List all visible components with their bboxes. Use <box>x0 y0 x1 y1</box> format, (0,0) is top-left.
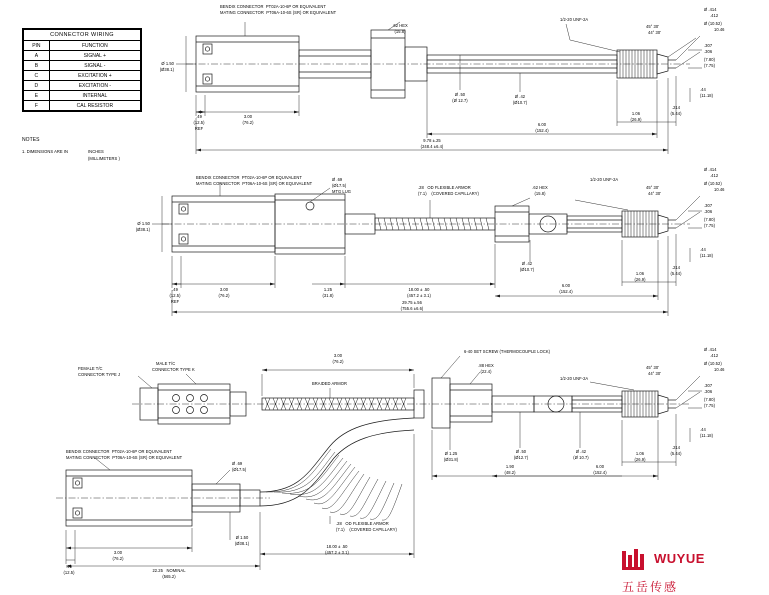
view2-connector-note-1: BENDIX CONNECTOR PT02A-10-6P OR EQUIVALENT <box>196 175 302 180</box>
view2-dia414-1: Ø .414 <box>704 167 717 172</box>
view4-dim2225-2: (565.2) <box>162 574 176 579</box>
view1-angle-1: 45° 30' <box>646 24 660 29</box>
view2-armor-note-1: .28 OD FLEXIBLE ARMOR <box>418 185 471 190</box>
view3-dim44-1: .44 <box>700 427 706 432</box>
view2-dim786-2: (7.75) <box>704 223 715 228</box>
view1-dim786-1: (7.80) <box>704 57 715 62</box>
view4-dim49-2: (12.5) <box>63 570 75 575</box>
view2-angle-1: 45° 30' <box>646 185 660 190</box>
view3-dia42-2: (Ø 10.7) <box>573 455 589 460</box>
view3-female-tc-1: FEMALE T/C <box>78 366 103 371</box>
view2-dim600-1: 6.00 <box>561 283 571 288</box>
view3-dim214-2: (5.44) <box>670 451 682 456</box>
view2-dim600-2: (152.4) <box>559 289 573 294</box>
view1-dim786-2: (7.75) <box>704 63 715 68</box>
view1-dia-body-2: (Ø38.1) <box>159 67 174 72</box>
view4-lug-label-2: (Ø17.5) <box>232 467 247 472</box>
wiring-header-function: FUNCTION <box>49 41 140 51</box>
notes-line-3: (MILLIMETERS ) <box>88 156 120 161</box>
view2-connector-note-2: MATING CONNECTOR PT06A-10-6S (SR) OR EQUIVALENT <box>196 181 313 186</box>
view1-dim600-1: 6.00 <box>537 122 547 127</box>
view2-hex-label-2: (15.8) <box>534 191 546 196</box>
view2-dim44-2: (11.18) <box>700 253 714 258</box>
wiring-pin: F <box>24 101 50 111</box>
wiring-pin: B <box>24 61 50 71</box>
view4-dim1800-2: (457.2 ± 3.1) <box>325 550 349 555</box>
view3-hex-label-2: (22.4) <box>480 369 492 374</box>
view3-thread-label: 1/2-20 UNF-2A <box>560 376 589 381</box>
view1-dia414-1: Ø .414 <box>704 7 717 12</box>
view3-dim106-1: 1.06 <box>635 451 645 456</box>
view2-diamm-2: 10.46 <box>714 187 725 192</box>
wiring-function: SIGNAL - <box>49 61 140 71</box>
view2-dim125-1: 1.25 <box>323 287 333 292</box>
wiring-function: INTERNAL <box>49 91 140 101</box>
notes-line-2: INCHES <box>88 149 104 154</box>
wiring-pin: D <box>24 81 50 91</box>
view1-dim978-1: 9.78 ±.25 <box>423 138 441 143</box>
view3-dia414-2: .412 <box>710 353 719 358</box>
wiring-table-title: CONNECTOR WIRING <box>24 30 141 41</box>
view4-connector-note-1: BENDIX CONNECTOR PT02A-10-6P OR EQUIVALENT <box>66 449 172 454</box>
view1-dia42-1: Ø .42 <box>514 94 526 99</box>
view4-dia150-2: (Ø38.1) <box>234 541 250 546</box>
view3-dim786-1: (7.80) <box>704 397 715 402</box>
view2-thread-label: 1/2-20 UNF-2A <box>590 177 619 182</box>
view2-lug-label-3: MTG LUG <box>332 189 351 194</box>
view3-dia42-1: Ø .42 <box>575 449 587 454</box>
view4-dia150-1: Ø 1.50 <box>235 535 249 540</box>
view2-dim2975-2: (755.6 ±6.6) <box>400 306 424 311</box>
view1-dim44-1: .44 <box>700 87 706 92</box>
view3-dim307-1: .307 <box>704 383 713 388</box>
view3-female-tc-2: CONNECTOR TYPE J <box>78 372 121 377</box>
view1-dia-body-1: Ø 1.50 <box>161 61 174 66</box>
wiring-function: SIGNAL + <box>49 51 140 61</box>
view3-dia125-2: (Ø31.8) <box>443 457 459 462</box>
view3-dia50-1: Ø .50 <box>515 449 527 454</box>
view2-dim106-1: 1.06 <box>635 271 645 276</box>
view2-dia42-2: (Ø10.7) <box>519 267 535 272</box>
view3-dim190-1: 1.90 <box>505 464 515 469</box>
view1-angle-2: 44° 30' <box>648 30 662 35</box>
view3-dim600-2: (152.4) <box>593 470 607 475</box>
view2-dim300-2: (76.2) <box>218 293 230 298</box>
view2-lug-label-2: (Ø17.5) <box>332 183 347 188</box>
view4-dim2225-1: 22.25 NOMINAL <box>152 568 186 573</box>
view3-setscrew-label: 6-40 SET SCREW (THERMOCOUPLE LOCK) <box>464 349 551 354</box>
view1-hex-label-2: (15.8) <box>394 29 406 34</box>
wiring-pin: A <box>24 51 50 61</box>
brand-name: WUYUE <box>654 551 705 566</box>
view3-hex-label-1: .88 HEX <box>478 363 494 368</box>
view1-diamm-2: 10.46 <box>714 27 725 32</box>
view1-dim307-2: .306 <box>704 49 713 54</box>
view2-dim2975-1: 29.75 ±.56 <box>402 300 422 305</box>
view4-dim49-1: .49 <box>66 564 72 569</box>
view1-dim978-2: (248.4 ±6.4) <box>420 144 444 149</box>
view3-braided-label: BRAIDED ARMOR <box>312 381 347 386</box>
view1-dim214-1: .214 <box>671 105 681 110</box>
view4-dim300-1: 3.00 <box>113 550 123 555</box>
view2-dim1800-1: 18.00 ± .50 <box>408 287 430 292</box>
wiring-function: CAL RESISTOR <box>49 101 140 111</box>
view4-dim1800-1: 18.00 ± .50 <box>326 544 348 549</box>
view3-angle-2: 44° 30' <box>648 371 662 376</box>
view2-armor-note-2: (7.1) (COVERED CAPILLARY) <box>418 191 479 196</box>
view2-hex-label-1: .62 HEX <box>532 185 548 190</box>
view3-dim214-1: .214 <box>671 445 681 450</box>
view2-dim307-1: .307 <box>704 203 713 208</box>
view1-dim44-2: (11.18) <box>700 93 714 98</box>
wiring-function: EXCITATION + <box>49 71 140 81</box>
view2-dia414-2: .412 <box>710 173 719 178</box>
view2-dim49-3: REF <box>170 299 180 304</box>
view1-dia50-1: Ø .50 <box>454 92 466 97</box>
brand-chinese-name: 五岳传感 <box>622 580 679 594</box>
view4-armor-note-1: .28 OD FLEXIBLE ARMOR <box>336 521 389 526</box>
view1-dia414-2: .412 <box>710 13 719 18</box>
view2-dia42-1: Ø .42 <box>521 261 533 266</box>
view3-angle-1: 45° 30' <box>646 365 660 370</box>
view1-dim214-2: (5.44) <box>670 111 682 116</box>
view3-diamm-1: Ø (10.52) <box>704 361 722 366</box>
view1-dim300-2: (76.2) <box>242 120 254 125</box>
view3-dim600-1: 6.00 <box>595 464 605 469</box>
view4-connector-note-2: MATING CONNECTOR PT06A-10-6S (SR) OR EQUIVALENT <box>66 455 183 460</box>
view2-diamm-1: Ø (10.52) <box>704 181 722 186</box>
view3-diamm-2: 10.46 <box>714 367 725 372</box>
view4-armor-note-2: (7.1) (COVERED CAPILLARY) <box>336 527 397 532</box>
view2-dia-body-1: Ø 1.50 <box>137 221 150 226</box>
view2-dim214-1: .214 <box>671 265 681 270</box>
wuyue-mark-icon <box>622 549 648 571</box>
view3-dia50-2: (Ø12.7) <box>513 455 529 460</box>
view3-dim190-2: (48.2) <box>504 470 516 475</box>
view2-dim786-1: (7.80) <box>704 217 715 222</box>
view4-dim300-2: (76.2) <box>112 556 124 561</box>
view1-dim106-1: 1.06 <box>631 111 641 116</box>
view2-dim300-1: 3.00 <box>219 287 229 292</box>
view3-dim786-2: (7.75) <box>704 403 715 408</box>
view3-male-tc-1: MALE T/C <box>156 361 176 366</box>
view1-dia42-2: (Ø10.7) <box>512 100 528 105</box>
view2-dia-body-2: (Ø38.1) <box>135 227 150 232</box>
view2-dim125-2: (31.8) <box>322 293 334 298</box>
view1-dia50-2: (Ø 12.7) <box>452 98 468 103</box>
view1-dim49-1: .49 <box>196 114 202 119</box>
view1-connector-note-1: BENDIX CONNECTOR PT02A-10-6P OR EQUIVALENT <box>220 4 326 9</box>
view2-lug-label-1: Ø .69 <box>332 177 343 182</box>
view1-dim49-2: (12.5) <box>193 120 205 125</box>
view4-lug-label-1: Ø .69 <box>232 461 243 466</box>
view3-dia414-1: Ø .414 <box>704 347 717 352</box>
view1-connector-note-2: MATING CONNECTOR PT06A-10-6S (SR) OR EQUIVALENT <box>220 10 337 15</box>
view1-dim307-1: .307 <box>704 43 713 48</box>
view1-dim106-2: (26.9) <box>630 117 642 122</box>
view2-dim44-1: .44 <box>700 247 706 252</box>
notes-line-1: 1. DIMENSIONS ARE IN <box>22 149 69 154</box>
brand-logo <box>622 549 762 579</box>
view2-dim214-2: (5.44) <box>670 271 682 276</box>
view2-dim49-1: .49 <box>172 287 178 292</box>
view3-dim44-2: (11.18) <box>700 433 714 438</box>
view3-dim300-2: (76.2) <box>332 359 344 364</box>
view1-dim600-2: (152.4) <box>535 128 549 133</box>
view2-dim49-2: (12.5) <box>169 293 181 298</box>
view2-dim307-2: .306 <box>704 209 713 214</box>
wiring-pin: C <box>24 71 50 81</box>
notes-heading: NOTES <box>22 137 40 143</box>
view3-dim106-2: (26.9) <box>634 457 646 462</box>
view1-dim300-1: 3.00 <box>243 114 253 119</box>
view2-dim1800-2: (457.2 ± 3.1) <box>407 293 431 298</box>
view2-dim106-2: (26.9) <box>634 277 646 282</box>
view1-thread-label: 1/2-20 UNF-2A <box>560 17 589 22</box>
wiring-function: EXCITATION - <box>49 81 140 91</box>
view3-dia125-1: Ø 1.25 <box>444 451 458 456</box>
wiring-header-pin: PIN <box>24 41 50 51</box>
view2-angle-2: 44° 30' <box>648 191 662 196</box>
view3-dim300-1: 3.00 <box>333 353 343 358</box>
view1-dim49-3: REF <box>194 126 204 131</box>
wiring-pin: E <box>24 91 50 101</box>
view1-diamm-1: Ø (10.52) <box>704 21 722 26</box>
view3-dim307-2: .306 <box>704 389 713 394</box>
view3-male-tc-2: CONNECTOR TYPE K <box>152 367 195 372</box>
view1-hex-label-1: .62 HEX <box>392 23 408 28</box>
